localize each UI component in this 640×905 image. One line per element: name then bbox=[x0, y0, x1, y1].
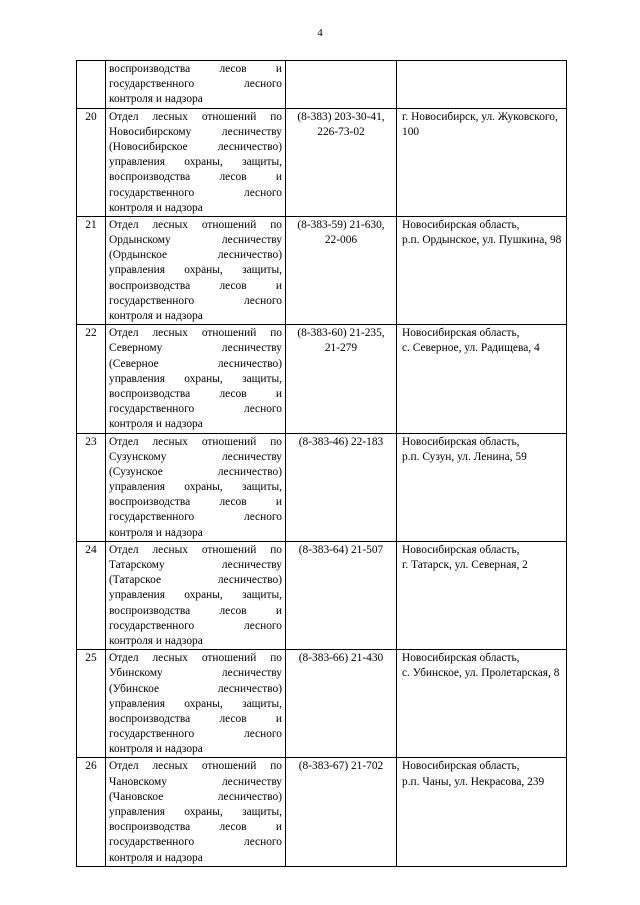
address-cell bbox=[397, 650, 567, 758]
office-name-cell bbox=[106, 108, 286, 216]
address-line: р.п. Сузун, ул. Ленина, 59 bbox=[402, 450, 527, 463]
phone-cell bbox=[286, 541, 397, 649]
office-name-line: Чановскому лесничеству bbox=[109, 775, 282, 788]
office-name-line: Сузунскому лесничеству bbox=[109, 450, 282, 463]
address-line: Новосибирская область, bbox=[402, 760, 520, 773]
row-number-cell: 26 bbox=[77, 758, 106, 866]
table-row bbox=[77, 541, 567, 649]
address-line: Новосибирская область, bbox=[402, 327, 520, 340]
phone-cell bbox=[286, 61, 397, 109]
address-cell bbox=[397, 433, 567, 541]
forestry-offices-table bbox=[76, 60, 567, 867]
phone-number: (8-383-46) 22-183 bbox=[298, 435, 384, 448]
address-line: г. Татарск, ул. Северная, 2 bbox=[402, 559, 528, 572]
phone-cell bbox=[286, 433, 397, 541]
office-name-line: контроля и надзора bbox=[109, 418, 203, 431]
office-name-line: управления охраны, защиты, bbox=[109, 264, 282, 277]
office-name-line: Отдел лесных отношений по bbox=[109, 760, 282, 773]
table-row bbox=[77, 433, 567, 541]
office-name-cell bbox=[106, 61, 286, 109]
office-name-line: государственного лесного bbox=[109, 294, 282, 307]
office-name-line: контроля и надзора bbox=[109, 93, 203, 106]
office-name-line: государственного лесного bbox=[109, 511, 282, 524]
office-name-line: воспроизводства лесов и bbox=[109, 496, 282, 509]
address-cell bbox=[397, 108, 567, 216]
address-line: Новосибирская область, bbox=[402, 435, 520, 448]
office-name-line: Татарскому лесничеству bbox=[109, 559, 282, 571]
phone-cell bbox=[286, 216, 397, 324]
table-row bbox=[77, 325, 567, 433]
office-name-line: контроля и надзора bbox=[109, 851, 203, 864]
phone-cell bbox=[286, 108, 397, 216]
office-name-line: Отдел лесных отношений по bbox=[109, 327, 282, 340]
office-name-line: управления охраны, защиты, bbox=[109, 806, 282, 818]
phone-number: (8-383-60) 21-235, bbox=[297, 327, 385, 340]
office-name-line: управления охраны, защиты, bbox=[109, 697, 282, 710]
office-name-line: воспроизводства лесов и bbox=[109, 387, 282, 400]
address-line: с. Северное, ул. Радищева, 4 bbox=[402, 342, 540, 355]
office-name-line: государственного лесного bbox=[109, 619, 282, 632]
phone-number: (8-383-66) 21-430 bbox=[298, 652, 384, 665]
office-name-line: Отдел лесных отношений по bbox=[109, 110, 282, 123]
office-name-line: воспроизводства лесов и bbox=[109, 821, 282, 834]
address-cell bbox=[397, 216, 567, 324]
row-number-cell: 22 bbox=[77, 325, 106, 433]
office-name-line: государственного лесного bbox=[109, 78, 282, 91]
office-name-line: Убинскому лесничеству bbox=[109, 667, 282, 680]
office-name-line: Отдел лесных отношений по bbox=[109, 652, 282, 665]
office-name-line: (Татарское лесничество) bbox=[109, 574, 282, 587]
office-name-line: управления охраны, защиты, bbox=[109, 156, 282, 169]
address-line: Новосибирская область, bbox=[402, 543, 520, 556]
office-name-line: Новосибирскому лесничеству bbox=[109, 125, 282, 138]
address-line: 100 bbox=[402, 125, 420, 138]
office-name-cell bbox=[106, 758, 286, 866]
table-row bbox=[77, 758, 567, 866]
phone-cell bbox=[286, 325, 397, 433]
table-row bbox=[77, 216, 567, 324]
office-name-line: управления охраны, защиты, bbox=[109, 481, 282, 494]
office-name-line: государственного лесного bbox=[109, 403, 282, 416]
row-number-cell bbox=[77, 61, 106, 109]
office-name-line: воспроизводства лесов и bbox=[109, 712, 282, 725]
office-name-cell bbox=[106, 325, 286, 433]
address-cell bbox=[397, 325, 567, 433]
address-line: р.п. Чаны, ул. Некрасова, 239 bbox=[402, 775, 545, 788]
table-row bbox=[77, 108, 567, 216]
office-name-line: управления охраны, защиты, bbox=[109, 372, 282, 385]
office-name-line: Отдел лесных отношений по bbox=[109, 435, 282, 448]
office-name-line: (Убинское лесничество) bbox=[109, 682, 282, 695]
office-name-line: (Сузунское лесничество) bbox=[109, 465, 282, 478]
office-name-line: воспроизводства лесов и bbox=[109, 63, 282, 75]
address-line: Новосибирская область, bbox=[402, 652, 520, 665]
phone-cell bbox=[286, 758, 397, 866]
address-line: г. Новосибирск, ул. Жуковского, bbox=[402, 110, 558, 123]
office-name-line: (Северное лесничество) bbox=[109, 357, 282, 370]
address-cell bbox=[397, 541, 567, 649]
office-name-line: (Ордынское лесничество) bbox=[109, 249, 282, 262]
row-number-cell: 21 bbox=[77, 216, 106, 324]
office-name-cell bbox=[106, 650, 286, 758]
office-name-line: государственного лесного bbox=[109, 728, 282, 741]
office-name-line: Отдел лесных отношений по bbox=[109, 218, 282, 231]
address-cell bbox=[397, 758, 567, 866]
office-name-line: управления охраны, защиты, bbox=[109, 589, 282, 602]
address-line: р.п. Ордынское, ул. Пушкина, 98 bbox=[402, 234, 562, 247]
row-number-cell: 23 bbox=[77, 433, 106, 541]
phone-number: (8-383-67) 21-702 bbox=[298, 760, 384, 773]
address-cell bbox=[397, 61, 567, 109]
office-name-line: контроля и надзора bbox=[109, 201, 203, 214]
office-name-line: (Новосибирское лесничество) bbox=[109, 140, 282, 153]
office-name-line: государственного лесного bbox=[109, 186, 282, 199]
row-number-cell: 24 bbox=[77, 541, 106, 649]
phone-cell bbox=[286, 650, 397, 758]
office-name-cell bbox=[106, 433, 286, 541]
office-name-line: воспроизводства лесов и bbox=[109, 604, 282, 617]
office-name-cell bbox=[106, 216, 286, 324]
office-name-line: (Чановское лесничество) bbox=[109, 790, 282, 803]
office-name-line: воспроизводства лесов и bbox=[109, 279, 282, 292]
phone-number: (8-383-59) 21-630, bbox=[297, 218, 385, 231]
office-name-line: Ордынскому лесничеству bbox=[109, 234, 282, 247]
phone-number: (8-383-64) 21-507 bbox=[298, 543, 384, 556]
table-row-continuation bbox=[77, 61, 567, 109]
office-name-line: Отдел лесных отношений по bbox=[109, 543, 282, 556]
phone-number: 22-006 bbox=[324, 234, 358, 247]
address-line: с. Убинское, ул. Пролетарская, 8 bbox=[402, 667, 560, 680]
office-name-line: государственного лесного bbox=[109, 836, 282, 849]
office-name-line: Северному лесничеству bbox=[109, 342, 282, 355]
address-line: Новосибирская область, bbox=[402, 218, 520, 231]
office-name-cell bbox=[106, 541, 286, 649]
office-name-line: контроля и надзора bbox=[109, 310, 203, 322]
page-number: 4 bbox=[317, 27, 323, 39]
office-name-line: воспроизводства лесов и bbox=[109, 171, 282, 184]
phone-number: 226-73-02 bbox=[317, 125, 365, 138]
table-row bbox=[77, 650, 567, 758]
phone-number: (8-383) 203-30-41, bbox=[297, 110, 385, 123]
phone-number: 21-279 bbox=[324, 342, 358, 355]
office-name-line: контроля и надзора bbox=[109, 634, 203, 647]
row-number-cell: 25 bbox=[77, 650, 106, 758]
office-name-line: контроля и надзора bbox=[109, 743, 203, 756]
office-name-line: контроля и надзора bbox=[109, 526, 203, 539]
row-number-cell: 20 bbox=[77, 108, 106, 216]
